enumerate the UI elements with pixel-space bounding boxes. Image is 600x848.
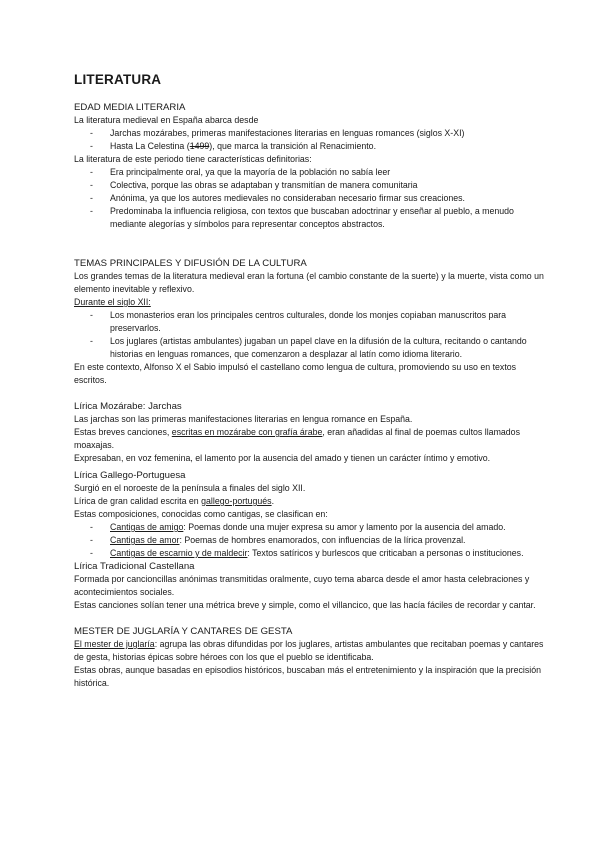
paragraph: Estas obras, aunque basadas en episodios históricos, buscaban más el entretenimiento y la inspiración que la precisión histórica. <box>74 665 541 688</box>
list-caracteristicas <box>74 166 544 231</box>
section-heading-temas: TEMAS PRINCIPALES Y DIFUSIÓN DE LA CULTURA <box>74 258 307 269</box>
list-item <box>74 534 544 547</box>
paragraph-text: . <box>271 496 275 506</box>
list-item-text: : Poemas donde una mujer expresa su amor y lamento por la ausencia del amado. <box>183 522 506 532</box>
list-item: - Colectiva, porque las obras se adaptaban y transmitían de manera comunitaria <box>74 179 544 192</box>
list-item: - Predominaba la influencia religiosa, con textos que buscaban adoctrinar y enseñar al pueblo, a menudo mediante alegorías y símbolos para representar conceptos abstractos. <box>74 205 544 231</box>
list-item: - Era principalmente oral, ya que la mayoría de la población no sabía leer <box>74 166 544 179</box>
list-cantigas <box>74 521 544 560</box>
paragraph <box>74 495 544 508</box>
paragraph: Los grandes temas de la literatura medieval eran la fortuna (el cambio constante de la suerte) y la muerte, vista como un elemento inevitable y reflexivo. <box>74 271 544 294</box>
paragraph <box>74 638 544 664</box>
list-item: - Anónima, ya que los autores medievales no consideraban necesario firmar sus creaciones. <box>74 192 544 205</box>
document-title: LITERATURA <box>74 72 162 87</box>
section-heading-mester: MESTER DE JUGLARÍA Y CANTARES DE GESTA <box>74 626 293 637</box>
paragraph: Estas canciones solían tener una métrica breve y simple, como el villancico, que las hacía fáciles de recordar y cantar. <box>74 600 536 610</box>
paragraph: Surgió en el noroeste de la península a finales del siglo XII. <box>74 483 306 493</box>
paragraph: Las jarchas son las primeras manifestaciones literarias en lengua romance en España. <box>74 414 413 424</box>
list-item-text: : Textos satíricos y burlescos que criticaban a personas o instituciones. <box>247 548 524 558</box>
underlined-text: escritas en mozárabe con grafía árabe <box>171 427 323 437</box>
list-item <box>74 140 544 153</box>
paragraph: En este contexto, Alfonso X el Sabio impulsó el castellano como lengua de cultura, promoviendo su uso en textos escritos. <box>74 362 517 385</box>
list-item: - Los juglares (artistas ambulantes) jugaban un papel clave en la difusión de la cultura, recitando o cantando historias en lenguas romances, que comenzaron a desplazar al latín como idioma literario. <box>74 335 544 361</box>
paragraph: La literatura medieval en España abarca desde <box>74 115 259 125</box>
document-content <box>74 72 544 690</box>
list-item-text: ), que marca la transición al Renacimiento. <box>209 141 377 151</box>
paragraph-text: , eran añadidas al final de poemas cultos llamados moaxajas. <box>74 427 520 450</box>
list-item <box>74 547 544 560</box>
strikethrough-text: 1499 <box>189 141 210 151</box>
underlined-text: Cantigas de amigo <box>110 522 184 532</box>
underlined-text: Cantigas de escarnio y de maldecir <box>110 548 248 558</box>
underlined-text: El mester de juglaría <box>74 639 155 649</box>
list-siglo-xii <box>74 309 544 361</box>
list-item-text: : Poemas de hombres enamorados, con influencias de la lírica provenzal. <box>179 535 466 545</box>
paragraph-text: Lírica de gran calidad escrita en <box>74 496 202 506</box>
underlined-text: Cantigas de amor <box>110 535 180 545</box>
list-item-text: Hasta La Celestina ( <box>110 141 190 151</box>
section-heading-lirica-castellana: Lírica Tradicional Castellana <box>74 561 195 572</box>
paragraph: Formada por cancioncillas anónimas transmitidas oralmente, cuyo tema abarca desde el amor hasta celebraciones y acontecimientos sociales. <box>74 574 530 597</box>
list-item: - Los monasterios eran los principales centros culturales, donde los monjes copiaban manuscritos para preservarlos. <box>74 309 544 335</box>
section-heading-lirica-gallego: Lírica Gallego-Portuguesa <box>74 470 186 481</box>
underlined-text: gallego-portugués <box>201 496 272 506</box>
paragraph: Expresaban, en voz femenina, el lamento por la ausencia del amado y tienen un carácter íntimo y emotivo. <box>74 453 491 463</box>
list-item: - Jarchas mozárabes, primeras manifestaciones literarias en lenguas romances (siglos X-XI) <box>74 127 544 140</box>
section-heading-edad-media: EDAD MEDIA LITERARIA <box>74 102 186 113</box>
paragraph: Estas composiciones, conocidas como cantigas, se clasifican en: <box>74 509 328 519</box>
paragraph <box>74 426 544 452</box>
paragraph: La literatura de este periodo tiene características definitorias: <box>74 154 312 164</box>
section-heading-lirica-mozarabe: Lírica Mozárabe: Jarchas <box>74 401 182 412</box>
list-item <box>74 521 544 534</box>
list-periodo <box>74 127 544 153</box>
paragraph-text: Estas breves canciones, <box>74 427 172 437</box>
subheading-siglo-xii: Durante el siglo XII: <box>74 297 151 307</box>
paragraph-text: : agrupa las obras difundidas por los juglares, artistas ambulantes que recitaban poemas y cantares de gesta, historias épicas sobre héroes con los que el pueblo se identificaba. <box>74 639 544 662</box>
